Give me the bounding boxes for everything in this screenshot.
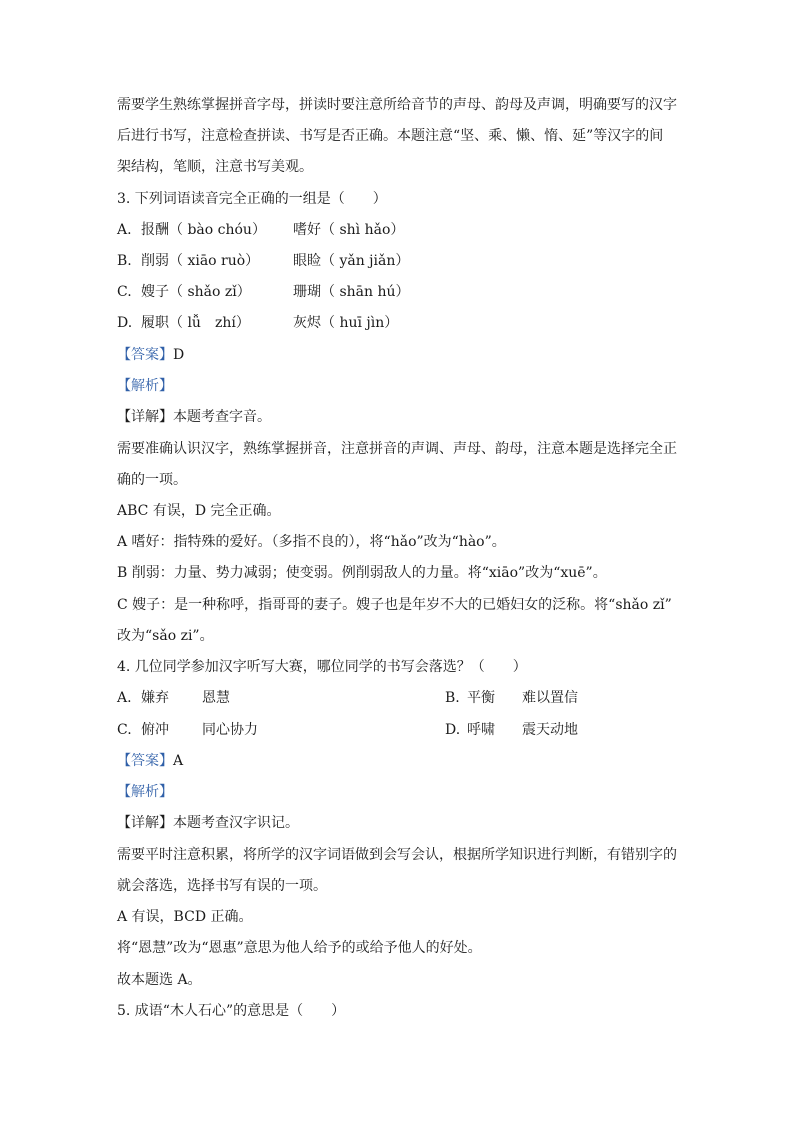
answer-value: A xyxy=(173,753,184,769)
detail-text: 本题考查汉字识记。 xyxy=(173,815,299,831)
q4-explanation-4: 将“恩慧”改为“恩惠”意思为他人给予的或给予他人的好处。 xyxy=(117,940,482,956)
q4-option-letter: B. xyxy=(445,690,460,706)
q4-detail xyxy=(117,813,299,833)
q3-option-c xyxy=(117,282,677,302)
q3-option-word-2: 灰烬（ huī jìn） xyxy=(293,315,399,331)
analysis-tag: 【解析】 xyxy=(117,784,173,800)
q3-option-word-2: 眼睑（ yǎn jiǎn） xyxy=(293,253,410,269)
q4-option-letter: D. xyxy=(445,722,461,738)
q3-answer xyxy=(117,345,184,365)
q3-explanation-2: 确的一项。 xyxy=(117,472,187,488)
q3-option-letter: D. xyxy=(117,315,133,331)
intro-line-3: 架结构，笔顺，注意书写美观。 xyxy=(117,159,313,175)
q4-option-row-2 xyxy=(117,720,677,740)
q3-explanation-7: 改为“sǎo zi”。 xyxy=(117,628,214,644)
q3-question: 3. 下列词语读音完全正确的一组是（ ） xyxy=(117,191,387,207)
q3-detail xyxy=(117,407,271,427)
q4-option-word-2: 同心协力 xyxy=(202,722,258,738)
q3-option-word-2: 嗜好（ shì hǎo） xyxy=(293,222,405,238)
q4-question: 4. 几位同学参加汉字听写大赛，哪位同学的书写会落选？（ ） xyxy=(117,659,527,675)
q4-option-row-1 xyxy=(117,688,677,708)
q3-option-word-2: 珊瑚（ shān hú） xyxy=(293,284,410,300)
detail-tag: 【详解】 xyxy=(117,815,173,831)
q3-option-letter: C. xyxy=(117,284,132,300)
intro-line-1: 需要学生熟练掌握拼音字母，拼读时要注意所给音节的声母、韵母及声调，明确要写的汉字 xyxy=(117,97,677,113)
q3-explanation-3: ABC 有误，D 完全正确。 xyxy=(117,503,281,519)
q5-question: 5. 成语“木人石心”的意思是（ ） xyxy=(117,1003,346,1019)
q4-explanation-3: A 有误，BCD 正确。 xyxy=(117,909,253,925)
q3-option-word-1: 嫂子（ shǎo zǐ） xyxy=(141,284,251,300)
detail-text: 本题考查字音。 xyxy=(173,409,271,425)
q4-option-letter: A. xyxy=(117,690,132,706)
q3-option-b xyxy=(117,251,677,271)
q4-option-word-2: 震天动地 xyxy=(522,722,578,738)
q3-explanation-1: 需要准确认识汉字，熟练掌握拼音，注意拼音的声调、声母、韵母，注意本题是选择完全正 xyxy=(117,441,677,457)
answer-value: D xyxy=(173,347,185,363)
q3-explanation-4: A 嗜好：指特殊的爱好。（多指不良的），将“hǎo”改为“hào”。 xyxy=(117,534,506,550)
q4-option-word-2: 恩慧 xyxy=(202,690,230,706)
q4-analysis xyxy=(117,782,173,802)
answer-tag: 【答案】 xyxy=(117,347,173,363)
q4-answer xyxy=(117,751,183,771)
q4-explanation-2: 就会落选，选择书写有误的一项。 xyxy=(117,878,327,894)
q4-option-word-1: 呼啸 xyxy=(467,722,495,738)
q3-option-letter: B. xyxy=(117,253,132,269)
q4-option-word-1: 平衡 xyxy=(467,690,495,706)
q3-option-a xyxy=(117,220,677,240)
q4-option-word-1: 俯冲 xyxy=(141,722,169,738)
intro-line-2: 后进行书写，注意检查拼读、书写是否正确。本题注意“坚、乘、懒、惰、延”等汉字的间 xyxy=(117,128,664,144)
q4-option-word-1: 嫌弃 xyxy=(141,690,169,706)
q3-analysis xyxy=(117,376,173,396)
answer-tag: 【答案】 xyxy=(117,753,173,769)
q4-option-word-2: 难以置信 xyxy=(522,690,578,706)
q3-option-letter: A. xyxy=(117,222,132,238)
q3-option-word-1: 削弱（ xiāo ruò） xyxy=(141,253,260,269)
q3-option-word-1: 履职（ lǚ zhí） xyxy=(141,315,250,331)
detail-tag: 【详解】 xyxy=(117,409,173,425)
q4-explanation-5: 故本题选 A。 xyxy=(117,972,202,988)
q4-explanation-1: 需要平时注意积累，将所学的汉字词语做到会写会认，根据所学知识进行判断，有错别字的 xyxy=(117,847,677,863)
q3-explanation-6: C 嫂子：是一种称呼，指哥哥的妻子。嫂子也是年岁不大的已婚妇女的泛称。将“shǎo zǐ” xyxy=(117,597,672,613)
q4-option-letter: C. xyxy=(117,722,132,738)
analysis-tag: 【解析】 xyxy=(117,378,173,394)
q3-option-d xyxy=(117,313,677,333)
q3-explanation-5: B 削弱：力量、势力减弱；使变弱。例削弱敌人的力量。将“xiāo”改为“xuē”。 xyxy=(117,565,607,581)
q3-option-word-1: 报酬（ bào chóu） xyxy=(141,222,266,238)
